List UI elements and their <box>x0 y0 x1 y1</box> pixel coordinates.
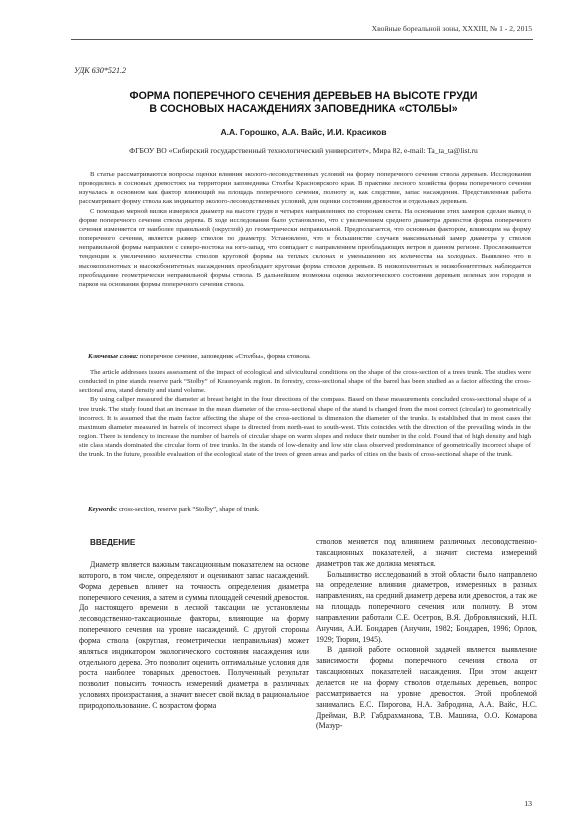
keywords-ru-label: Ключевые слова: <box>88 353 139 360</box>
right-column <box>316 537 537 732</box>
keywords-en-label: Keywords: <box>88 506 118 513</box>
journal-header: Хвойные бореальной зоны, XXXIII, № 1 - 2, 2015 <box>371 24 532 33</box>
keywords-russian <box>88 352 531 361</box>
section-heading: ВВЕДЕНИЕ <box>90 538 136 547</box>
header-rule <box>71 39 533 40</box>
abstract-ru-paragraph-2: С помощью мерной вилки измерялся диаметр на высоте груди в четырех направлениях по сторонам света. На основании этих замеров сделан вывод о форме поперечного сечения ствола дерева. В ходе исследования было установлено, что с увеличением среднего диаметра древостоя форма поперечного сечения изменяется от наиболее правильной (округлой) до геометрически неправильной. Предполагается, что основным фактором, влияющим на форму поперечного сечения, является размер стволов по диаметру. Установлено, что в большинстве случаев максимальный замер диаметра у стволов неправильной формы направлен с северо-востока на юго-запад, что совпадает с направлением преобладающих ветров в данном регионе. Прослеживается тенденция к увеличению количества стволов круговой формы на теплых склонах и уменьшению их количества на холодных. Выявлено что в высокополнотных и высокобонитетных насаждениях преобладает круговая форма стволов деревьев. В низкополнотных и низкобонитетных наблюдается преобладание геометрически неправильной формы ствола. В дальнейшем возможна оценка экологического состояния деревьев зеленых зон городов и парков на основании формы поперечного сечения ствола. <box>79 207 531 288</box>
left-column <box>79 560 309 712</box>
right-column-paragraph-3: В данной работе основной задачей является выявление зависимости формы поперечного сечения ствола от таксационных показателей насаждения. При этом акцент делается не на форму стволов отдельных деревьев, вопрос рассматривается на уровне древостоя. Этой проблемой занимались Е.С. Пирогова, Н.А. Забродина, А.А. Вайс, Н.С. Дрейман, В.Р. Габдрахманова, Т.В. Машина, О.О. Комарова (Мазур- <box>316 645 537 731</box>
right-column-paragraph-2: Большинство исследований в этой области было направлено на определение влияния диаметров, измеренных в разных направлениях, на средний диаметр дерева или древостоя, а так же на площадь поперечного сечения или полноту. В этом направлении работали С.Е. Осетров, В.Я. Добровлянский, Н.П. Анучин, А.И. Бондарев (Анучин, 1982; Бондарев, 1996; Орлов, 1929; Тюрин, 1945). <box>316 569 537 644</box>
title-line-2: В СОСНОВЫХ НАСАЖДЕНИЯХ ЗАПОВЕДНИКА «СТОЛБЫ» <box>149 103 458 115</box>
udk-code: УДК 630*521.2 <box>74 66 127 75</box>
keywords-en-text: cross-section, reserve park “Stolby”, shape of trunk. <box>117 506 260 513</box>
abstract-ru-paragraph-1: В статье рассматриваются вопросы оценки влияния эколого-лесоводственных условий на форму поперечного сечения ствола деревьев. Исследования проводились в сосновых древостоях на территории заповедника Столбы Красноярского края. В практике лесного хозяйства форма поперечного сечения изучалась в основном как фактор влияющий на площадь поперечного сечения, полноту и, как следствие, запас насаждения. Представленная работа рассматривает форму ствола как индикатор эколого-лесоводственных условий, для оценки состояния древостоя и отдельных деревьев. <box>79 171 531 206</box>
abstract-english <box>79 368 531 460</box>
title-line-1: ФОРМА ПОПЕРЕЧНОГО СЕЧЕНИЯ ДЕРЕВЬЕВ НА ВЫСОТЕ ГРУДИ <box>129 90 478 102</box>
keywords-english <box>88 505 531 514</box>
abstract-en-paragraph-2: By using caliper measured the diameter at breast height in the four directions of the compass. Based on these measurements concluded cross-sectional shape of a tree trunk. The study found that an increase in the mean diameter of the cross-sectional shape of the stand is changed from the most correct (circular) to geometrically incorrect. It is assumed that the main factor affecting the shape of the cross-sectional is dimension the diameter of the trunks. Is established that in most cases the maximum diameter measured in barrels of incorrect shape is directed from north-east to south-west. This coincides with the direction of the prevailing winds in the region. There is tendency to increase the number of barrels of circular shape on warm slopes and reduce their number in the cold. Found that of high density and high site class stands dominated the circular form of tree trunks. In the stands of low-density and low site class observed predominance of geometrically incorrect shape of the trunk. In the future, possible evaluation of the ecological state of the trees of green areas and parks of cities on the basis of cross-sectional shape of the trunk. <box>79 396 531 459</box>
page-number: 13 <box>524 799 532 808</box>
affiliation: ФГБОУ ВО «Сибирский государственный технологический университет», Мира 82, e-mail: Ta_ta_ta@list.ru <box>129 146 478 155</box>
abstract-en-paragraph-1: The article addresses issues assessment of the impact of ecological and silvicultural conditions on the shape of the cross-section of a trees trunk. The studies were conducted in pine stands reserve park “Stolby” of Krasnoyarsk region. In forestry, cross-sectional shape of the barrel has been studied as a factor affecting the cross-sectional area, stand density and stand volume. <box>79 369 531 395</box>
right-column-paragraph-1: стволов меняется под влиянием различных лесоводственно-таксационных показателей, а значит система измерений диаметров так же должна меняться. <box>316 537 537 568</box>
authors: А.А. Горошко, А.А. Вайс, И.И. Красиков <box>220 127 387 137</box>
abstract-russian <box>79 170 531 289</box>
left-column-paragraph-1: Диаметр является важным таксационным показателем на основе которого, в том числе, определяют и оценивают запас насаждений. Форма деревьев влияет на точность определения диаметра поперечного сечения, а затем и суммы площадей сечений древостоя. До настоящего времени в лесной таксации не установлены лесоводственно-таксационные факторы, влияющие на форму поперечного сечения на уровне насаждений. С другой стороны форма ствола (округлая, геометрически неправильная) может являться индикатором экологического состояния насаждения или отдельного дерева. Это позволит оценить оптимальные условия для роста наиболее товарных древостоев. Полученный результат позволит повысить точность измерений диаметра в различных условиях произрастания, а значит внесет свой вклад в рациональное природопользование. С возрастом форма <box>79 560 309 710</box>
keywords-ru-text: поперечное сечение, заповедник «Столбы», форма стовола. <box>138 353 311 360</box>
article-title <box>74 90 533 116</box>
